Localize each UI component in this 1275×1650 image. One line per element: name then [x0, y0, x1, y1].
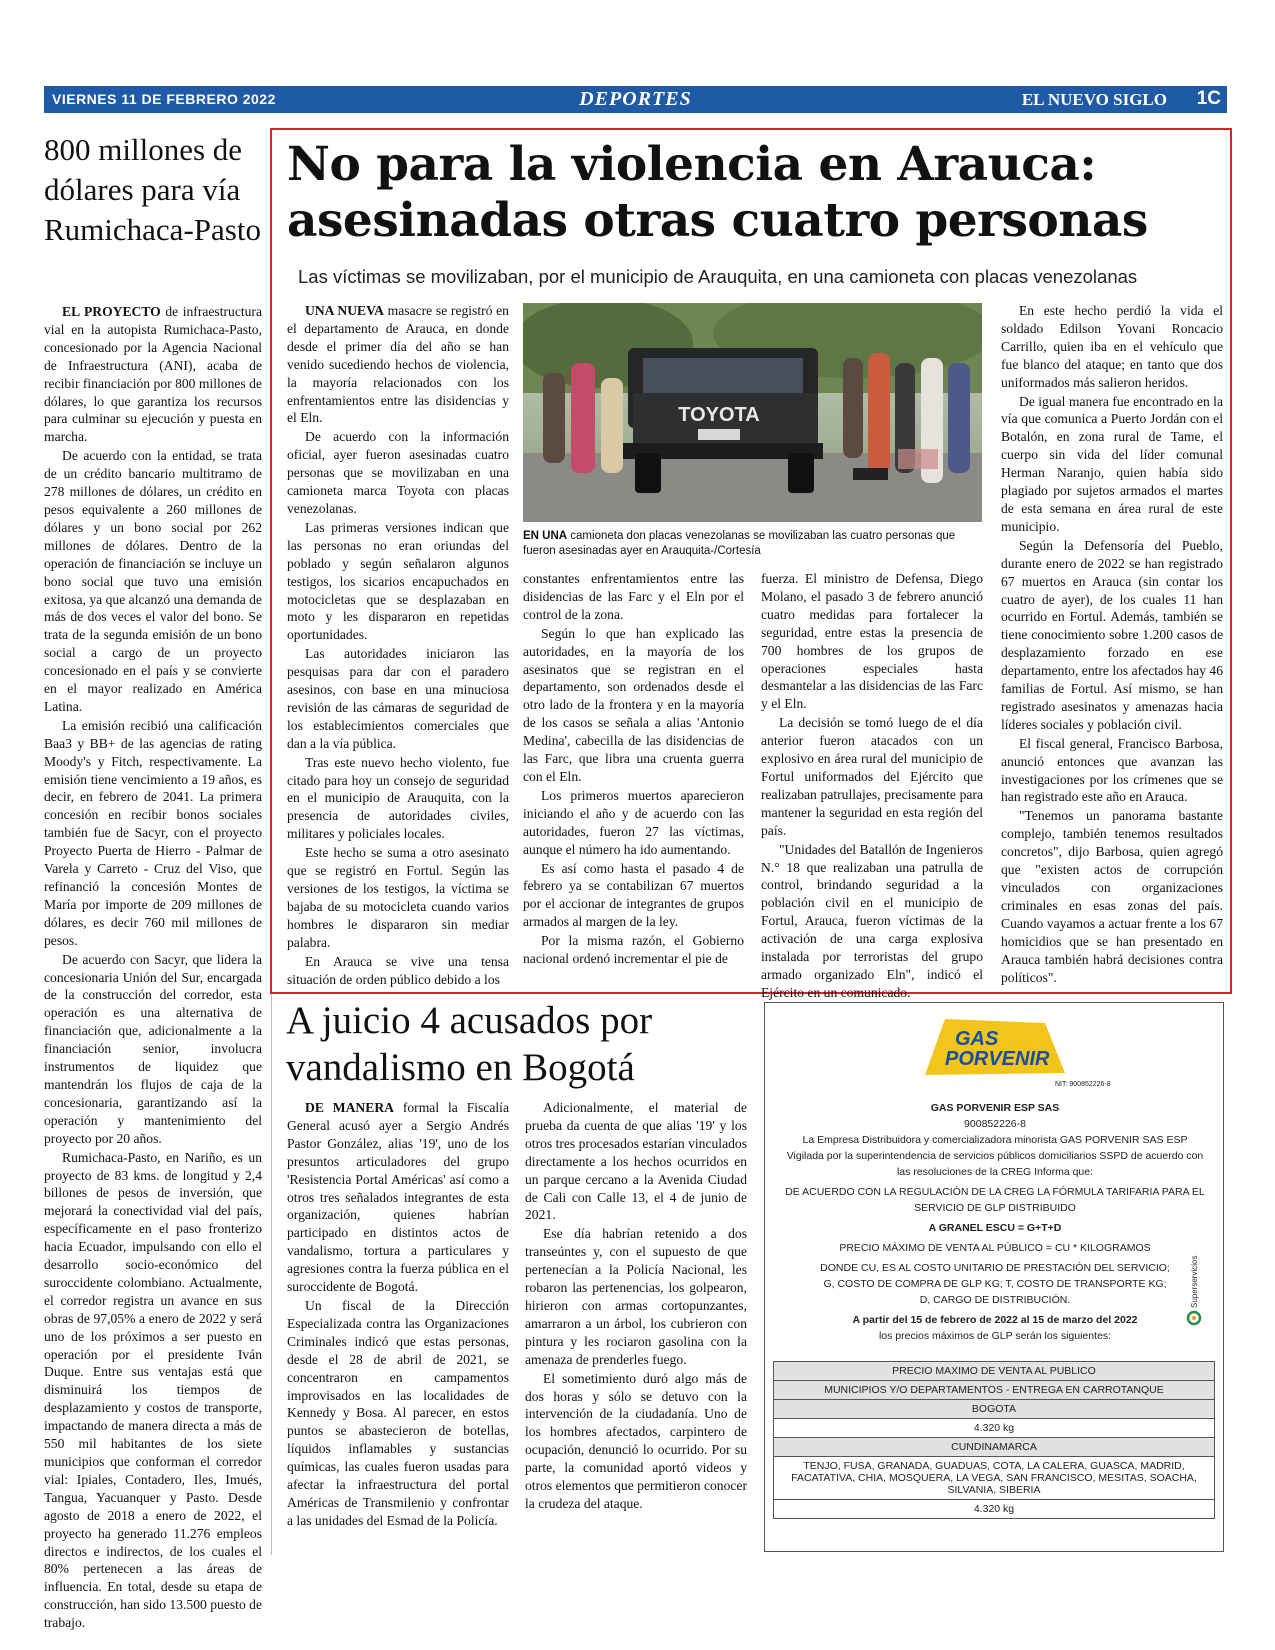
- ad-line: DONDE CU, ES AL COSTO UNITARIO DE PRESTACIÓN DEL SERVICIO;: [820, 1262, 1170, 1274]
- paragraph: Un fiscal de la Dirección Especializada contra las Organizaciones Criminales indicó que estas personas, desde el 28 de abril de 2021, se concentraron en campamentos improvisados en las localidades de Kennedy y Bosa. Al parecer, en estos puntos se abastecieron de botellas, líquidos inflamables y sustancias químicas, las cuales fueron usadas para afectar la infraestructura del portal Américas de Transmilenio y confrontar a las unidades del Esmad de la Policía.: [287, 1297, 509, 1528]
- table-cell: MUNICIPIOS Y/O DEPARTAMENTOS - ENTREGA EN CARROTANQUE: [774, 1381, 1215, 1400]
- news-photo: [523, 303, 982, 522]
- paragraph: De acuerdo con Sacyr, que lidera la concesionaria Unión del Sur, encargada de la construcción del corredor, esta operación es una alternativa de financiación que, adicionalmente a la financiación senior, involucra instrumentos de liquidez que mantendrán los flujos de caja de la concesionaria, garantizando así la operación y mantenimiento del proyecto por 20 años.: [44, 951, 262, 1146]
- table-cell: TENJO, FUSA, GRANADA, GUADUAS, COTA, LA CALERA, GUASCA, MADRID, FACATATIVA, CHIA, MOSQUERA, LA VEGA, SAN FRANCISCO, MESITAS, SOACHA, SILVANIA, SIBERIA: [774, 1457, 1215, 1500]
- price-table: [773, 1361, 1215, 1519]
- paragraph: Según la Defensoría del Pueblo, durante enero de 2022 se han registrado 67 muertos en Arauca (sin contar los cuatro de ayer), de los cuales 11 han ocurrido en Fortul. Además, también se tiene conocimiento sobre 1.200 casos de desplazamiento forzado en ese departamento, entre los afectados hay 46 familias de Fortul. Así mismo, se han registrado asesinatos y amenazas hacia líderes sociales y población civil.: [1001, 537, 1223, 732]
- paragraph: La emisión recibió una calificación Baa3 y BB+ de las agencias de rating Moody's y Fitch, respectivamente. La emisión tiene vencimiento a 19 años, es decir, en febrero de 2041. La primera concesión en recibir bonos sociales también fue de Sacyr, con el proyecto Proyecto Puerta de Hierro - Palmar de Varela y Carreto - Cruz del Viso, que refinanció la concesión Montes de María por importe de 209 millones de dólares, es decir 760 mil millones de pesos.: [44, 717, 262, 948]
- paragraph: El sometimiento duró algo más de dos horas y sólo se detuvo con la intervención de la ciudadanía. Uno de los hombres afectados, carpintero de ocupación, denunció lo ocurrido. Por su parte, la comunidad aportó videos y otros elementos que permitieron conocer la crudeza del ataque.: [525, 1370, 747, 1511]
- main-story-headline: No para la violencia en Arauca: asesinadas otras cuatro personas: [287, 137, 1148, 248]
- bottom-story-headline: A juicio 4 acusados por vandalismo en Bogotá: [286, 999, 653, 1089]
- page-number: 1C: [1196, 88, 1221, 109]
- main-story-column-1: [287, 302, 509, 989]
- paragraph: Tras este nuevo hecho violento, fue citado para hoy un consejo de seguridad en el municipio de Arauquita, con la presencia de autoridades civiles, militares y policiales locales.: [287, 754, 509, 842]
- paragraph: Es así como hasta el pasado 4 de febrero ya se contabilizan 67 muertos por el accionar de integrantes de grupos armados al margen de la ley.: [523, 860, 744, 930]
- paragraph: Adicionalmente, el material de prueba da cuenta de que alias '19' y los otros tres procesados estarían vinculados directamente a los hechos ocurridos en un parque cercano a la Avenida Ciudad de Cali con Calle 13, el 4 de junio de 2021.: [525, 1100, 747, 1223]
- bottom-story-lead: DE MANERA: [305, 1100, 394, 1115]
- paragraph: fuerza. El ministro de Defensa, Diego Molano, el pasado 3 de febrero anunció cuatro medidas para fortalecer la seguridad, entre estas la presencia de 700 hombres de los grupos de operaciones especiales hasta desmantelar a las disidencias de las Farc y el Eln.: [761, 571, 983, 712]
- paragraph: formal la Fiscalía General acusó ayer a Sergio Andrés Pastor González, alias '19', uno de los presuntos articuladores del grupo 'Resistencia Portal Américas' así como a otros tres señalados integrantes de esta organización, quienes habrían participado en distintos actos de vandalismo, tortura a particulares y agresiones contra la fuerza pública en el suroccidente de Bogotá.: [287, 1100, 509, 1295]
- paragraph: El fiscal general, Francisco Barbosa, anunció entonces que avanzan las investigaciones por los crímenes que se han registrado este año en Arauca.: [1001, 735, 1223, 805]
- truck-brand-label: TOYOTA: [678, 404, 760, 426]
- photo-caption: [523, 529, 982, 559]
- paragraph: masacre se registró en el departamento de Arauca, en donde desde el primer día del año se han venido sucediendo hechos de violencia, la mayoría relacionados con los enfrentamientos entre las disidencias y el Eln.: [287, 303, 509, 426]
- ad-line: los precios máximos de GLP serán los siguientes:: [878, 1330, 1112, 1342]
- section-name: DEPORTES: [579, 88, 692, 110]
- paragraph: De acuerdo con la información oficial, ayer fueron asesinadas cuatro personas que se movilizaban en una camioneta marca Toyota con placas venezolanas.: [287, 429, 509, 516]
- table-cell: PRECIO MAXIMO DE VENTA AL PUBLICO: [774, 1362, 1215, 1381]
- main-story-column-2: [523, 570, 744, 969]
- paragraph: Este hecho se suma a otro asesinato que se registró en Fortul. Según las versiones de los testigos, la víctima se bajaba de su motocicleta cuando varios hombres le dispararon sin mediar palabra.: [287, 845, 509, 950]
- gas-porvenir-advertisement: [764, 1002, 1224, 1552]
- paragraph: La decisión se tomó luego de el día anterior fueron atacados con un explosivo en área rural del municipio de Fortul uniformados del Ejército que realizaban patrullajes, precisamente para mantener la seguridad en esta región del país.: [761, 715, 983, 838]
- main-story-column-3: [761, 570, 983, 1003]
- ad-company: GAS PORVENIR ESP SAS: [930, 1102, 1060, 1114]
- paragraph: De igual manera fue encontrado en la vía que comunica a Puerto Jordán con el Botalón, en zona rural de Tame, el cuerpo sin vida del líder comunal Herman Naranjo, quien había sido plagiado por sujetos armados el martes de esta semana en área rural de este municipio.: [1001, 393, 1223, 534]
- ad-nit: 900852226-8: [964, 1118, 1026, 1130]
- main-story-lead: UNA NUEVA: [305, 303, 384, 318]
- gas-porvenir-logo: [915, 1017, 1075, 1079]
- paragraph: Las autoridades iniciaron las pesquisas para dar con el paradero asesinos, con base en una minuciosa revisión de las cámaras de seguridad de los establecimientos comerciales que dan a la vía pública.: [287, 646, 509, 751]
- paragraph: "Unidades del Batallón de Ingenieros N.° 18 que realizaban una patrulla de control, brindando seguridad a la población civil en el municipio de Fortul, Arauca, fueron víctimas de la activación de una carga explosiva instalada por terroristas del grupo armado organizado Eln", indicó el Ejército en un comunicado.: [761, 841, 983, 1000]
- ad-line: D, CARGO DE DISTRIBUCIÓN.: [919, 1294, 1071, 1306]
- ad-line: DE ACUERDO CON LA REGULACIÓN DE LA CREG LA FÓRMULA TARIFARIA PARA EL: [785, 1186, 1205, 1198]
- page-header: [44, 86, 1227, 113]
- ad-line: La Empresa Distribuidora y comercializadora minorista GAS PORVENIR SAS ESP: [802, 1134, 1188, 1146]
- superservicios-logo: [1183, 1248, 1205, 1328]
- svg-text:PORVENIR: PORVENIR: [945, 1048, 1050, 1070]
- newspaper-name: EL NUEVO SIGLO: [1021, 90, 1167, 109]
- caption-lead: EN UNA: [523, 530, 568, 542]
- issue-date: VIERNES 11 DE FEBRERO 2022: [52, 91, 276, 107]
- paragraph: Ese día habrían retenido a dos transeúntes y, con el supuesto de que pertenecían a la Policía Nacional, les robaron las pertenencias, los golpearon, hirieron con armas cortopunzantes, amarraron a un árbol, los cubrieron con pintura y les rociaron gasolina con la amenaza de prenderles fuego.: [525, 1226, 747, 1367]
- paragraph: de infraestructura vial en la autopista Rumichaca-Pasto, concesionado por la Agencia Nacional de Infraestructura (ANI), acaba de recibir financiación por 800 millones de dólares, lo que garantiza los recursos para culminar su ejecución y puesta en marcha.: [44, 304, 262, 445]
- left-story-lead: EL PROYECTO: [62, 304, 161, 319]
- paragraph: Por la misma razón, el Gobierno nacional ordenó incrementar el pie de: [523, 933, 744, 967]
- logo-nit: NIT: 900852226-8: [1055, 1081, 1111, 1088]
- main-story-column-4: [1001, 302, 1223, 987]
- paragraph: "Tenemos un panorama bastante complejo, también tenemos resultados concretos", dijo Barbosa, quien agregó que "existen actos de corrupción vinculados con organizaciones criminales en esas zonas del país. Cuando vayamos a actuar frente a los 67 homicidios que se han presentado en Arauca también habrá decisiones contra políticos".: [1001, 808, 1223, 985]
- table-cell: 4.320 kg: [774, 1419, 1215, 1438]
- paragraph: Según lo que han explicado las autoridades, en la mayoría de los asesinatos que se registran en el departamento, son ordenados desde el otro lado de la frontera y en la mayoría de los casos se señala a alias 'Antonio Medina', cabecilla de las disidencias de las Farc, que libra una cruenta guerra con el Eln.: [523, 625, 744, 784]
- main-story-subhead: Las víctimas se movilizaban, por el municipio de Arauquita, en una camioneta con placas venezolanas: [298, 266, 1138, 287]
- paragraph: Rumichaca-Pasto, en Nariño, es un proyecto de 83 kms. de longitud y 2,4 billones de pesos de inversión, que mejorará la conectividad vial del país, específicamente en el paso fronterizo hacia Ecuador, impulsando con ello el desarrollo socio-económico del suroccidente colombiano. Actualmente, el corredor registra un avance en sus obras de 97,05% a enero de 2022 y será uno de los próximos a ser puesto en operación por el presidente Iván Duque. Entre sus ventajas está que disminuirá los tiempos de desplazamiento y costos de transporte, impactando de manera directa a más de 550 mil habitantes de los siete municipios que conforman el corredor vial: Ipiales, Contadero, Iles, Imués, Tangua, Yacuanquer y Pasto. Desde agosto de 2018 a enero de 2022, el proyecto ha generado 11.276 empleos directos e indirectos, de los cuales el 80% pertenecen a las áreas de influencia. En total, desde su etapa de construcción, han sido 13.500 puesto de trabajo.: [44, 1149, 262, 1631]
- ad-line: SERVICIO DE GLP DISTRIBUIDO: [914, 1202, 1076, 1214]
- svg-text:GAS: GAS: [955, 1028, 999, 1050]
- caption-text: camioneta don placas venezolanas se movilizaban las cuatro personas que fueron asesinadas ayer en Arauquita-/Cortesía: [523, 530, 956, 557]
- svg-text:Superservicios: Superservicios: [1190, 1255, 1199, 1308]
- paragraph: De acuerdo con la entidad, se trata de un crédito bancario multitramo de 278 millones de dólares, un crédito en pesos equivalente a 260 millones de dólares y un bono social por 262 millones de dólares. Dentro de la operación de financiación se incluye un bono social que tuvo una emisión exitosa, ya que alcanzó una demanda de más de dos veces el valor del bono. Se trata de la segunda emisión de un bono social a cargo de un proyecto concesionado en el país y se convierte en el mayor realizado en América Latina.: [44, 448, 262, 714]
- ad-line: las resoluciones de la CREG Informa que:: [896, 1166, 1094, 1178]
- ad-period: A partir del 15 de febrero de 2022 al 15 de marzo del 2022: [852, 1314, 1138, 1326]
- paragraph: En este hecho perdió la vida el soldado Edilson Yovani Roncacio Carrillo, quien iba en el vehículo que fue blanco del ataque; en tanto que dos uniformados más salieron heridos.: [1001, 303, 1223, 390]
- truck-scene-image: [523, 303, 982, 522]
- paragraph: En Arauca se vive una tensa situación de orden público debido a los: [287, 953, 509, 987]
- table-cell: 4.320 kg: [774, 1500, 1215, 1519]
- ad-line: G, COSTO DE COMPRA DE GLP KG; T, COSTO DE TRANSPORTE KG;: [823, 1278, 1167, 1290]
- left-story-headline: 800 millones de dólares para vía Rumichaca-Pasto: [44, 132, 261, 247]
- ad-line: Vigilada por la superintendencia de servicios públicos domiciliarios SSPD de acuerdo con: [786, 1150, 1204, 1162]
- paragraph: Los primeros muertos aparecieron iniciando el año y de acuerdo con las autoridades, fueron 27 las víctimas, aunque el número ha ido aumentando.: [523, 787, 744, 857]
- bottom-story-column-1: [287, 1099, 509, 1531]
- bottom-story-column-2: [525, 1099, 747, 1514]
- table-cell: CUNDINAMARCA: [774, 1438, 1215, 1457]
- paragraph: Las primeras versiones indican que las personas no eran oriundas del poblado y según señalaron algunos testigos, los sicarios encapuchados en motocicletas que se desplazaban en moto y les dispararon en repetidas oportunidades.: [287, 519, 509, 643]
- left-story-body: [44, 303, 262, 1633]
- ad-line: PRECIO MÁXIMO DE VENTA AL PÚBLICO = CU * KILOGRAMOS: [839, 1242, 1151, 1254]
- paragraph: constantes enfrentamientos entre las disidencias de las Farc y el Eln por el control de la zona.: [523, 571, 744, 622]
- table-cell: BOGOTA: [774, 1400, 1215, 1419]
- ad-formula: A GRANEL ESCU = G+T+D: [928, 1222, 1062, 1234]
